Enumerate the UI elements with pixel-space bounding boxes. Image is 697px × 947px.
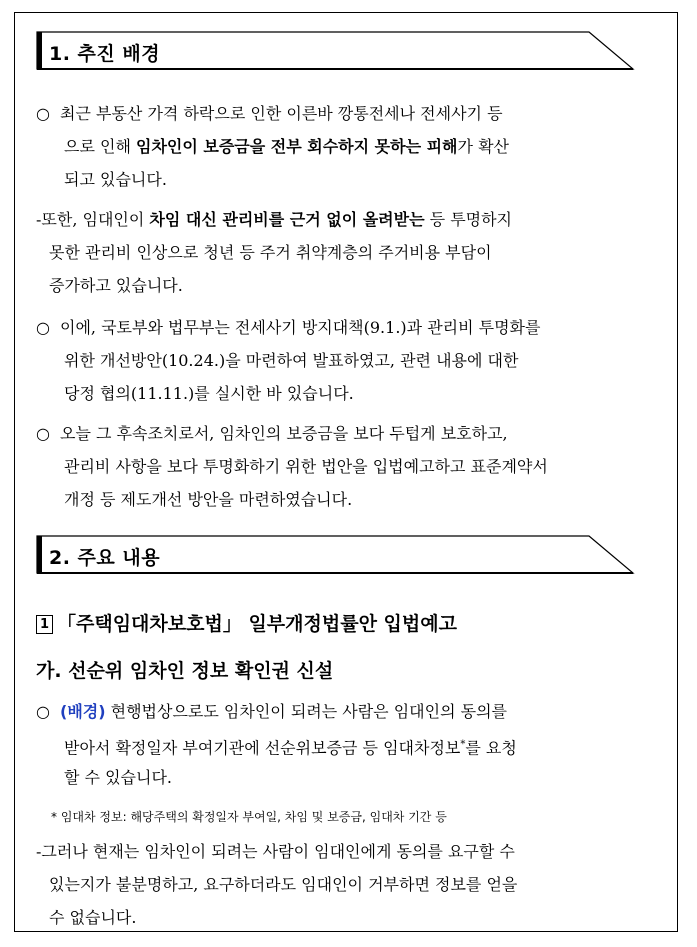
text: 오늘 그 후속조치로서, 임차인의 보증금을 보다 두텁게 보호하고, bbox=[60, 424, 508, 443]
text: 가 확산 bbox=[457, 137, 509, 156]
paragraph-line bbox=[36, 695, 676, 728]
paragraph-line bbox=[36, 901, 676, 934]
paragraph bbox=[36, 835, 676, 934]
footnote-mark: * bbox=[460, 739, 466, 750]
paragraph-line bbox=[36, 163, 676, 196]
bold-text: 임차인이 보증금을 전부 회수하지 못하는 피해 bbox=[136, 137, 458, 156]
text: 위한 개선방안(10.24.)을 마련하여 발표하였고, 관련 내용에 대한 bbox=[64, 351, 519, 370]
bullet-circle-icon: ○ bbox=[36, 104, 50, 123]
text: 당정 협의(11.11.)를 실시한 바 있습니다. bbox=[64, 384, 354, 403]
bullet-circle-icon: ○ bbox=[36, 424, 50, 443]
paragraph-line bbox=[36, 203, 676, 236]
text: 현행법상으로도 임차인이 되려는 사람은 임대인의 동의를 bbox=[105, 702, 508, 721]
paragraph-line bbox=[36, 130, 676, 163]
paragraph-line bbox=[36, 97, 676, 130]
paragraph-line bbox=[36, 417, 676, 450]
paragraph-line bbox=[36, 311, 676, 344]
text: 할 수 있습니다. bbox=[64, 768, 172, 787]
text: 를 요청 bbox=[465, 738, 517, 758]
paragraph-line bbox=[36, 377, 676, 410]
item-heading bbox=[36, 609, 457, 636]
text: 등 투명하지 bbox=[424, 210, 513, 229]
background-tag: (배경) bbox=[60, 702, 106, 721]
paragraph bbox=[36, 417, 676, 516]
text: 있는지가 불분명하고, 요구하더라도 임대인이 거부하면 정보를 얻을 bbox=[49, 875, 518, 894]
text: 관리비 사항을 보다 투명화하기 위한 법안을 입법예고하고 표준계약서 bbox=[64, 457, 548, 476]
text: 되고 있습니다. bbox=[64, 170, 167, 189]
paragraph-line bbox=[36, 868, 676, 901]
dash-marker: - bbox=[36, 210, 42, 229]
paragraph bbox=[36, 97, 676, 196]
paragraph-line bbox=[36, 269, 676, 302]
dash-marker: - bbox=[36, 842, 42, 861]
footnote: * 임대차 정보: 해당주택의 확정일자 부여일, 차임 및 보증금, 임대차 기간 등 bbox=[51, 810, 447, 824]
text: 수 없습니다. bbox=[49, 908, 137, 927]
item-title: 「주택임대차보호법」 일부개정법률안 입법예고 bbox=[57, 613, 457, 635]
paragraph-line bbox=[36, 835, 676, 868]
paragraph-line bbox=[36, 483, 676, 516]
paragraph bbox=[36, 695, 676, 794]
section-title: 1. 추진 배경 bbox=[49, 43, 161, 65]
paragraph-line bbox=[36, 344, 676, 377]
bullet-circle-icon: ○ bbox=[36, 702, 50, 721]
text: 이에, 국토부와 법무부는 전세사기 방지대책(9.1.)과 관리비 투명화를 bbox=[60, 318, 541, 337]
text: 개정 등 제도개선 방안을 마련하였습니다. bbox=[64, 490, 353, 509]
text: 그러나 현재는 임차인이 되려는 사람이 임대인에게 동의를 요구할 수 bbox=[41, 842, 515, 861]
section-title: 2. 주요 내용 bbox=[49, 547, 161, 569]
paragraph-line bbox=[36, 761, 676, 794]
paragraph-line bbox=[36, 728, 676, 761]
section-header-background bbox=[36, 31, 635, 70]
text: 으로 인해 bbox=[64, 137, 136, 156]
paragraph bbox=[36, 203, 676, 302]
section-header-background bbox=[36, 535, 635, 574]
paragraph-line bbox=[36, 450, 676, 483]
text: 받아서 확정일자 부여기관에 선순위보증금 등 임대차정보 bbox=[64, 738, 461, 758]
text: 또한, 임대인이 bbox=[41, 210, 150, 229]
text: 못한 관리비 인상으로 청년 등 주거 취약계층의 주거비용 부담이 bbox=[49, 243, 492, 262]
text: 증가하고 있습니다. bbox=[49, 276, 183, 295]
sub-heading: 가. 선순위 임차인 정보 확인권 신설 bbox=[36, 660, 334, 682]
document-page bbox=[14, 12, 678, 932]
bold-text: 차임 대신 관리비를 근거 없이 올려받는 bbox=[149, 210, 425, 229]
bullet-circle-icon: ○ bbox=[36, 318, 50, 337]
paragraph-line bbox=[36, 236, 676, 269]
item-number-box: 1 bbox=[36, 615, 53, 634]
paragraph bbox=[36, 311, 676, 410]
text: 최근 부동산 가격 하락으로 인한 이른바 깡통전세나 전세사기 등 bbox=[60, 104, 503, 123]
